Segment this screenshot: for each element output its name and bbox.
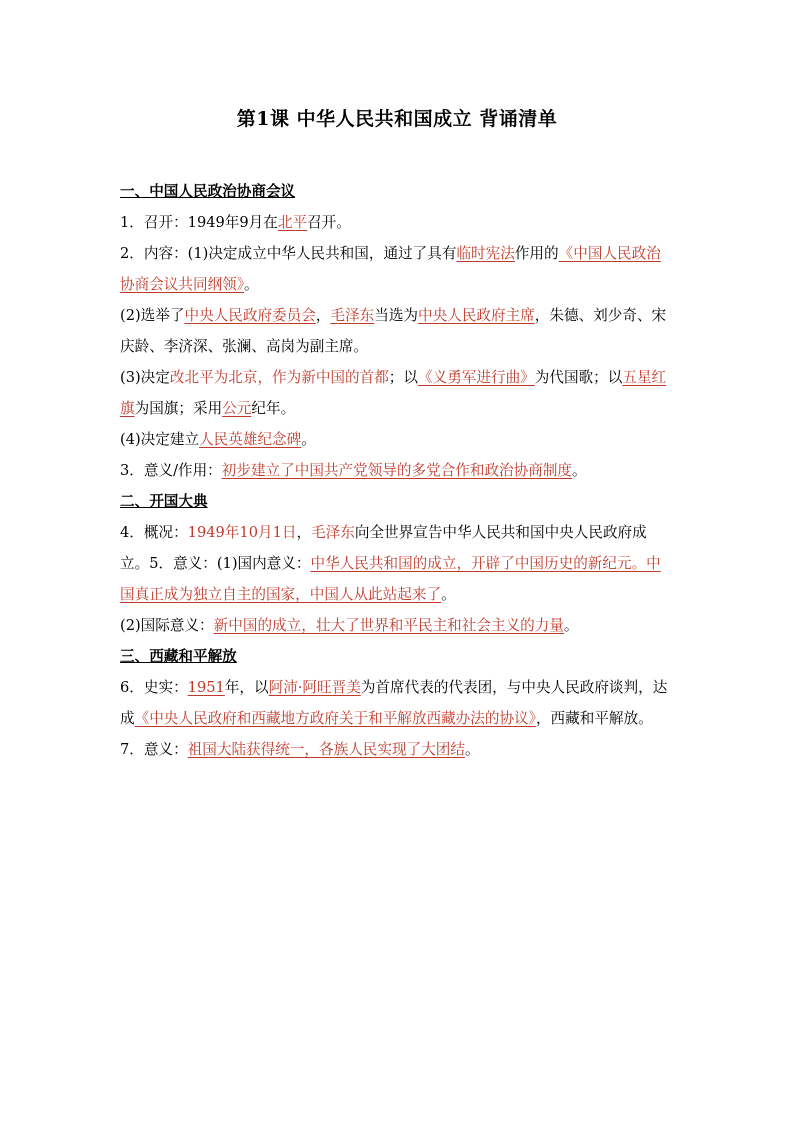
text: (4)决定建立 — [120, 431, 200, 448]
text: ；以 — [388, 369, 418, 386]
answer-text: 初步建立了中国共产党领导的多党合作和政治协商制度 — [221, 462, 573, 479]
text: ， — [296, 524, 312, 541]
text: 。 — [441, 586, 456, 603]
text: ，朱德、刘少奇、宋庆龄、李济深、张澜、高岗为副主席。 — [120, 307, 667, 355]
text: 2．内容：(1)决定成立中华人民共和国，通过了具有 — [120, 245, 457, 262]
text: 召开。 — [307, 214, 351, 231]
text: 。 — [301, 431, 316, 448]
paragraph-convene — [120, 207, 675, 238]
section-heading-cppcc: 一、中国人民政治协商会议 — [120, 183, 296, 200]
text: 6．史实： — [120, 679, 188, 696]
text: (2)国际意义： — [120, 617, 214, 634]
text: ，西藏和平解放。 — [535, 710, 653, 727]
text: 为国旗；采用 — [134, 400, 223, 417]
answer-text: 中央人民政府委员会 — [184, 307, 316, 324]
paragraph-content-4 — [120, 424, 675, 455]
answer-text: 新中国的成立，壮大了世界和平民主和社会主义的力量 — [213, 617, 564, 634]
page-title: 第1课 中华人民共和国成立 背诵清单 — [236, 108, 558, 130]
section-heading-tibet: 三、西藏和平解放 — [120, 648, 237, 665]
paragraph-content-3 — [120, 362, 675, 424]
paragraph-international — [120, 610, 675, 641]
answer-text: 毛泽东 — [311, 524, 355, 541]
paragraph-overview — [120, 517, 675, 610]
answer-text: 北平 — [277, 214, 308, 231]
paragraph-content-2 — [120, 300, 675, 362]
text: 。 — [244, 276, 259, 293]
answer-text: 公元 — [222, 400, 252, 417]
answer-text: 中央人民政府主席 — [418, 307, 535, 324]
answer-text: 《义勇军进行曲》 — [418, 369, 535, 386]
text: 1．召开：1949年9月在 — [120, 214, 278, 231]
text: 7．意义： — [120, 741, 188, 758]
text: 向全世界宣告中华人民共和国中央人民政府成立。5．意义：(1)国内意义： — [120, 524, 647, 572]
content-body — [120, 176, 675, 765]
answer-text: 五星红旗 — [120, 369, 667, 417]
text: 纪年。 — [251, 400, 296, 417]
answer-text: 改北平为北京，作为新中国的首都 — [169, 369, 389, 386]
paragraph-content-1 — [120, 238, 675, 300]
paragraph-tibet-significance — [120, 734, 675, 765]
answer-text: 毛泽东 — [330, 307, 375, 324]
text: 为首席代表的代表团，与中央人民政府谈判，达成 — [120, 679, 668, 727]
answer-text: 阿沛·阿旺晋美 — [268, 679, 361, 696]
text: 4．概况： — [120, 524, 188, 541]
answer-text: 祖国大陆获得统一，各族人民实现了大团结 — [187, 741, 465, 758]
section-heading-founding-ceremony: 二、开国大典 — [120, 493, 208, 510]
answer-text: 临时宪法 — [456, 245, 515, 262]
text: 3．意义/作用： — [120, 462, 222, 479]
paragraph-significance — [120, 455, 675, 486]
text: 年，以 — [224, 679, 269, 696]
answer-text: 《中国人民政治协商会议共同纲领》 — [120, 245, 661, 293]
text: (3)决定 — [120, 369, 170, 386]
answer-text: 1949年10月1日 — [187, 524, 297, 541]
answer-text: 《中央人民政府和西藏地方政府关于和平解放西藏办法的协议》 — [134, 710, 536, 727]
text: (2)选举了 — [120, 307, 185, 324]
text: 当选为 — [374, 307, 419, 324]
paragraph-history — [120, 672, 675, 734]
answer-text: 中华人民共和国的成立，开辟了中国历史的新纪元。中国真正成为独立自主的国家，中国人从此站起来了 — [120, 555, 661, 603]
text: ， — [315, 307, 331, 324]
answer-text: 人民英雄纪念碑 — [199, 431, 302, 448]
text: 为代国歌；以 — [534, 369, 623, 386]
text: 。 — [572, 462, 587, 479]
text: 。 — [563, 617, 579, 634]
text: 。 — [464, 741, 480, 758]
text: 作用的 — [514, 245, 559, 262]
answer-text: 1951 — [187, 679, 225, 696]
